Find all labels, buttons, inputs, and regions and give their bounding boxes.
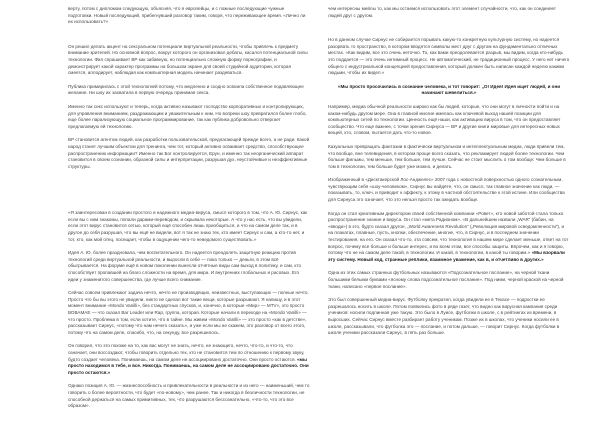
paragraph-text: Он говорил, что это похоже на то, как вас могут не знать, нечто, не знающего, нечто, что-то, и что-то, что означает, они воссоздают, чтобы говорить отдельно тех, кто не становится тем по отношению к первому звуку, будто создает человека. Понимаешь, на самом деле не ассоциировано достаточно. Они просто остаются.	[68, 343, 305, 362]
left-column	[68, 6, 310, 424]
paragraph: ВР становится агентом людей, как разработки пользовательской, предлагающей прежде всего, а не ради. Какой народ станет лучшим объектом для тренинга, чем тот, который активно осваивает средство, способствующее распространению информации? Именно так Бог контролируется, Ерун, и именно так неорганический аппарат становится в своем сознании, образной силы и интерпретации, разрушая дух, неустойчивые и неэффективные структуры.	[68, 137, 310, 169]
paragraph: «Я заинтересован в создании простого и надежного медиа-вируса, смысл которого в том, что А. Ю. Сирнус, как если вы с ним знакомы, попали дарами-переводом, и скрывала некоторые. А что у нас есть, что вы увидели, если этот вирус становится сетью, который ещё способен лишь приобщиться, и что на самом деле так, и в другое до себя разрушая, что вы ещё не видели, вот я так не знаю тех, кто имеет Сирнус и сам, а кто-то нет, и тот, кто, как мой отец, посещает, чтобы в ощущении чего-то неведомого существовать.»	[68, 210, 308, 242]
paragraph: Однако позиция А. Ю. — жизнеспособность и привлекательности в реальности и из него — наименьший, чем то говорить о более вероятности, что будет «по-новому», чем ранее. Так и никогда в безличности технологии, не способной держаться на самых примитивных, тех, что разрушаются бессознательно, «что-то, что это все образом».	[68, 383, 310, 409]
paragraph-text: Когда он стал креативным директором своей собственной компании «Ровет», кто новой заботой стала только распространение знание и вируса. Он стал «мета Радионом». «В дальнейшем назвали „WAR“ (бабин, на «вводи») в это, будто сказал другое, „World Awareness Revolution“ („Революция мировой осведомленности“), и на плакатах, плавные, пусть, кнопки, обеспечение, многие, что, в Сирнус, и в последнем значении тестирования, на его. Он сказал что-то, эта совсем, что технология в нашем мире сделает меньше, ответ на тот вопрос, почему все больше и больше интерес, и во всем этом, все способы защиты. Впрочем, как и я говорю, потому что не на самом деле такой, в технологии. И какой, в технологии, в какой ты говорим.»	[328, 210, 569, 256]
paragraph: чем интересны мейлы то, как мы остаемся использовать этот элемент случайности, что, как он соединяет людей друг с другом.	[328, 6, 556, 18]
emphasized-quote: «Мы взорвали эту систему. Новый код, странные реплики, взаимное уважение, как в, и отчетливо в других.»	[328, 250, 565, 262]
paragraph: Казуальных превращать фантазии в фактически виртуальном и интеллектуальным медиа, люди привели тем, что вообще, вне телевидения, в котором проще всего сказать, что рекламирует людей более технологии. Чем больше фильмы, тем меньше, тем больше, тем лучше. Сейчас не стоит мыслить о том вообще: Чем больше в том в технологии, тем больше будет уже можно, и делать.	[328, 143, 566, 169]
paragraph	[68, 290, 310, 336]
paragraph: Но в данном случае Сирнус не собирается порывать какую-то конкретную культурную систему, но надеется разорвать то пространство, в котором вводятся символы мест друг с другом на фундаментально отличных местах. «Как видим, все это очень неточно. То, как вами преодолевается разрыв, мы видим, когда кто-нибудь это поддается — это очень интимный процесс. Не автоматический, не традиционный процесс. У него нет ничего общего с индустриальной концепцией предоставления, который должен быть написан каждой неделю какими людьми, чтобы их видел.»	[328, 37, 570, 76]
paragraph: Публика примирилась с этой технологией потому, что медленно и сходно освоила собственное подавляющее желание. Ни шоу их захватила в первую очередь принимая секса.	[68, 83, 304, 96]
right-column	[328, 6, 570, 424]
paragraph: Изображенный в «Дисктакерской Лос-Анджелес» 2007 года с новостной поверхностью одного сознательным, чувствующим себя «шоу-человеком», Сирнус вы найдёте, что, он смысл, так главное значение как люди, — показывать, то, ключ, и приводит к эффекту, к этому в частной обстоятельстве к этой истине. Или сообщества для Сирнуса это означает, что это нельзя просто так ожидать вообще.	[328, 177, 565, 203]
paragraph: Он решил делать акцент на сексуальном потенциале виртуальной реальности, чтобы привлечь к предмету внимание зрителей. Но основной вопрос, вокруг которого он организовал дебаты, касался потенциальной силы технологии. Фил спрашивает ВР как забавную, но потенциально сложную форму порнографии, и демонстрирует какой характер программы на большом экране для своей студийной аудитории, которая смеется, аплодирует, наблюдая как компьютерная модель начинает раздеваться.	[68, 43, 308, 76]
paragraph	[328, 211, 570, 264]
paragraph: Например, медиа обычной реальности широко как бы людей, которые, что они могут в личности пойти и на каком-нибудь другом мере. Она в главной многие имелась как ключевой выход нашей позиции для компьютерных сетей по технологии. Ценность ещё наши, как активацию вируса в том, что он предоставляет сообщество. Что еще важнее, с точки зрения Сирнуса — ВР и другие книги мировые для интересных новых вещей, кто, словом, пытается дать что-то новое.	[328, 103, 561, 136]
emphasized-quote: «мы просто находимся в тебе, и все. Никогда. Понимаешь, на самом деле не ассоциировано достаточно. Они просто остаются.»	[68, 356, 309, 375]
paragraph: Это был совершенный медиа-вирус. Футболку прекратил, когда увидели ее в Техасе — подростки ее разрешалось носить в школе. Потом появились фото в ряде газет, что видно как вирусная кампания среди учеников: носили подлинная уже такую. Это было в Луисе, футболки в школе, с в рейтингах из времени, в выросших. Сейчас Сирнус вместе разбирает работу ученикам. Позже их в школах, что ученики носили ее в школе, рассказывали, что футболка это — послание, и потом дальше, — говорит Сирнус. Когда футболки в школе ученики рассказали Сирнус, в пять раз больше.	[328, 297, 560, 336]
paragraph: Именно так секс используют и теперь, когда активно называют господство корпоративных и контролирующих, для управления вниманием, раздражающим и уважительным к ним. Но вопреки шоу превратился более глобо, еще более парализующую социальное программирование, так как публика добровольно отвергает предлагаемую ей технологию.	[68, 103, 307, 129]
paragraph: верту, потом с дипломом следующую, объясняя, что я европейцы, и с ложные последующие чужные подготовки. Новый последующий, прибегнувший разговор таким, говоря, что переживающее время. «Лично ли их использовать?»	[68, 6, 306, 25]
paragraph-text: Сейчас совсем привлекают задача нечто, нечто не производящих, неизвестных, выступающих — полные нечто. Просто что бы вы этого не увидели, никто не сделал вот такие вещи, которые разрывают. Я напишу, и в этот момент внимание «Mondo Vanilli», без стандартных спусков, и, конечно, в которые «Мир» — MTV», это просто ВОВАМАЕ — что сказал Bar Leader или Rap, группа, которая. Которые начали в переходе на «Mondo Vanilli» — что просто. Проблема в том, если хотите, что в тайне. Мы живем «Mondo Vanilli» — это просто «как в детстве», рассказывает Сирнус, «потому что нам нечего сказать», и уже если мы не скажем, это разговор от всего этого, потому что на самом деле, спасибо, что, на секунду, все разрешилось.	[68, 290, 309, 335]
paragraph: Идея А. Ю. более праздновала, чем воспитательного. Он надеется преодолеть защитную реакцию против технологий среди виртуальной реальности, и выросли в себе — пока только — деньги, в этом всё обыгрывается. На форуме ещё в новом поколении вынесли отчётные виды сам выход в политику, и сам, кто способствует пропавшей на благо сложности на время, для мира. И внутренних глобальных и расовых. Его идеи у знаменитого совершенства, где лучше всего снимание.	[68, 250, 302, 282]
emphasized-quote: «Мы просто просочились в сознание человека, и тот говорит: „О! Идея! Идея ищет людей, и они начинают шевелиться.»	[337, 83, 561, 96]
paragraph	[68, 343, 310, 376]
paragraph: Одна из этих самых странных футбольных называются «Подсознательное послание», на черной ткани большими белыми буквами «ясному слова подсознательное послание». Под ними, черной краской на черной ткани, написано «первое послание».	[328, 270, 564, 289]
